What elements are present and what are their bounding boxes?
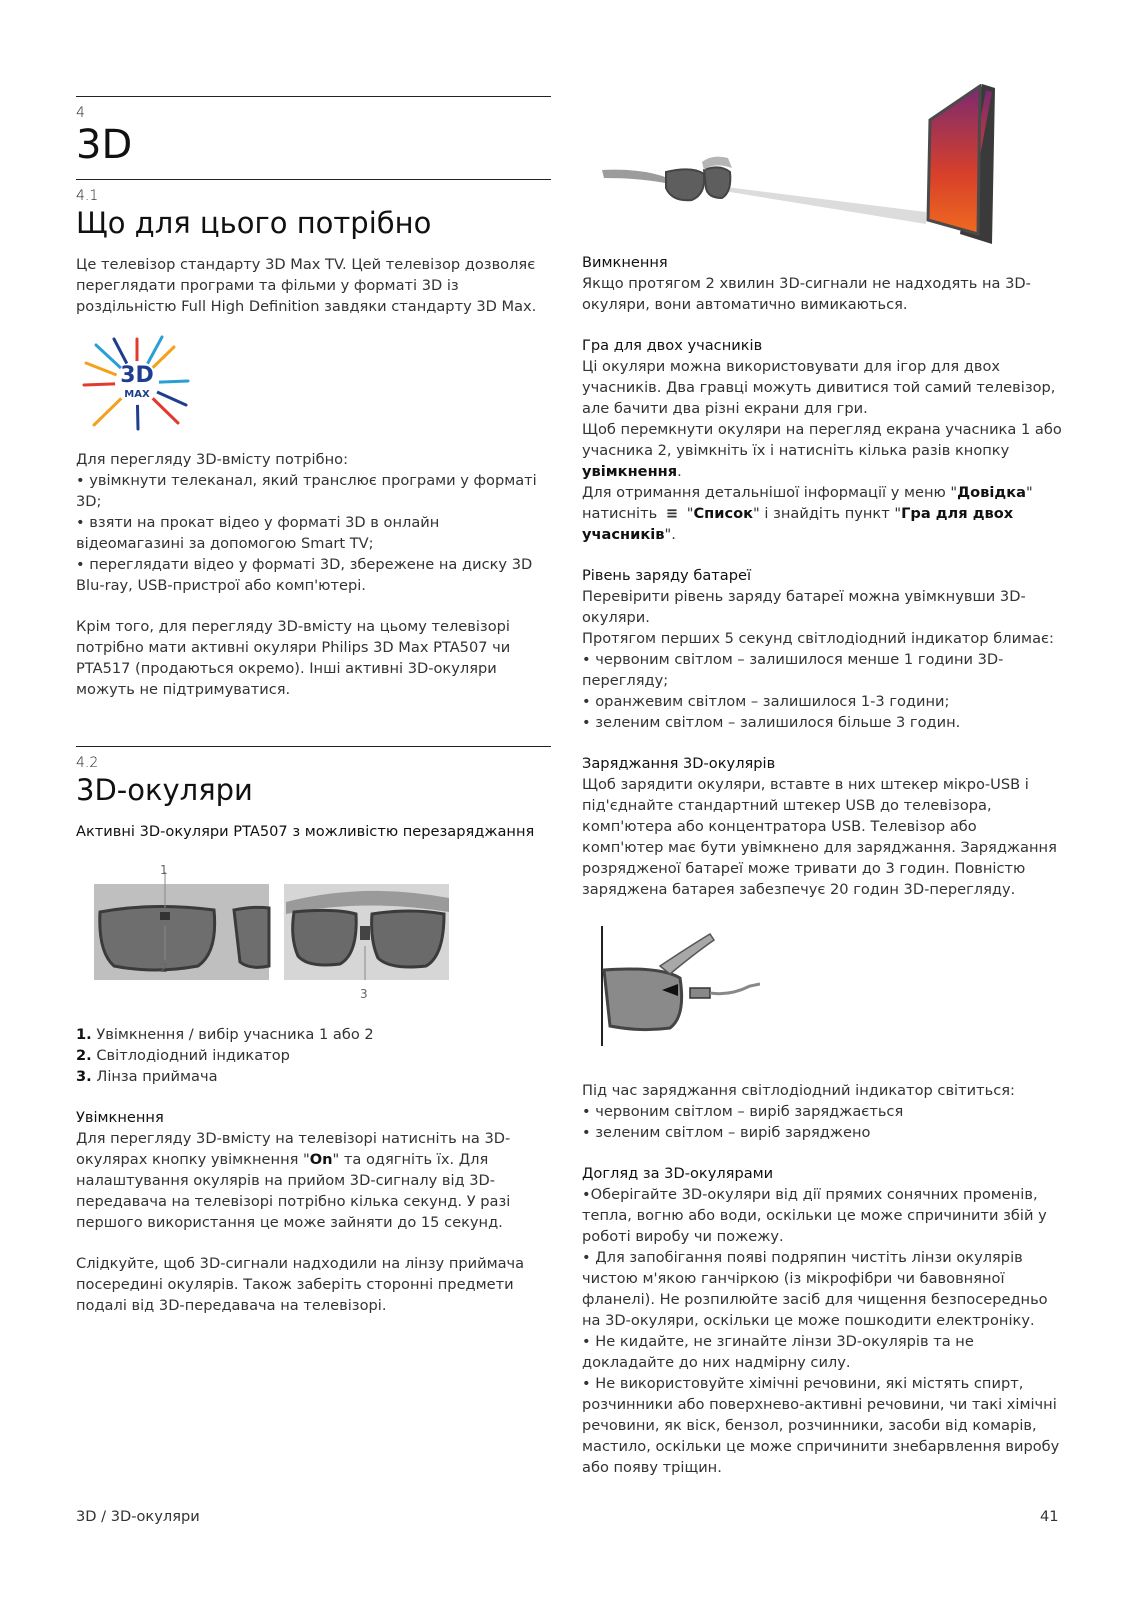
needs-item: • взяти на прокат відео у форматі 3D в онлайн відеомагазині за допомогою Smart TV;: [76, 514, 440, 552]
power-off-title: Вимкнення: [582, 254, 668, 271]
care-item: •Оберігайте 3D-окуляри від дії прямих сонячних променів, тепла, вогню або води, оскільки це може спричинити збій у роботі виробу чи пожежу.: [582, 1186, 1047, 1245]
chapter-number: 4: [76, 105, 85, 121]
chapter-rule: [76, 96, 551, 97]
section-number-4-2: 4.2: [76, 755, 99, 771]
glasses-illustration: [94, 862, 449, 1002]
battery-line: Протягом перших 5 секунд світлодіодний індикатор блимає:: [582, 630, 1054, 647]
footer-breadcrumb: 3D / 3D-окуляри: [76, 1508, 200, 1525]
two-player-help-text: Для отримання детальнішої інформації у меню "Довідка" натисніть ≡ "Список" і знайдіть пункт "Гра для двох учасників".: [582, 484, 1033, 543]
callout-3: 3: [360, 987, 368, 1001]
battery-line: • червоним світлом – залишилося менше 1 години 3D-перегляду;: [582, 651, 1004, 689]
glasses-subtitle: Активні 3D-окуляри PTA507 з можливістю перезаряджання: [76, 823, 535, 840]
charging-title: Заряджання 3D-окулярів: [582, 755, 776, 772]
intro-paragraph: Це телевізор стандарту 3D Max TV. Цей телевізор дозволяє переглядати програми та фільми у форматі 3D із роздільністю Full High Definition завдяки стандарту 3D Max.: [76, 256, 537, 315]
legend-item: 1. Увімкнення / вибір учасника 1 або 2: [76, 1026, 374, 1043]
section-rule-4-2: [76, 746, 551, 747]
right-column: [582, 96, 1062, 1478]
charging-status-line: • зеленим світлом – виріб заряджено: [582, 1124, 871, 1141]
section-rule-4-1: [76, 179, 551, 180]
section-number-4-1: 4.1: [76, 188, 99, 204]
two-player-title: Гра для двох учасників: [582, 337, 763, 354]
needs-item: • переглядати відео у форматі 3D, збережене на диску 3D Blu-ray, USB-пристрої або комп'ютері.: [76, 556, 533, 594]
battery-line: Перевірити рівень заряду батареї можна увімкнувши 3D-окуляри.: [582, 588, 1026, 626]
charging-status-line: Під час заряджання світлодіодний індикатор світиться:: [582, 1082, 1015, 1099]
legend-item: 3. Лінза приймача: [76, 1068, 218, 1085]
section-title-4-1: Що для цього потрібно: [76, 206, 432, 240]
care-item: • Не використовуйте хімічні речовини, які містять спирт, розчинники або поверхнево-активні речовини, чи такі хімічні речовини, як віск, бензол, розчинники, засоби від комарів, мастило, оскільки це може спричинити знебарвлення виробу або появу тріщин.: [582, 1375, 1060, 1476]
power-on-text: Для перегляду 3D-вмісту на телевізорі натисніть на 3D-окулярах кнопку увімкнення "On" та одягніть їх. Для налаштування окулярів на прийом 3D-сигналу від 3D-передавача на телевізорі потрібно кілька секунд. У разі першого використання це може зайняти до 15 секунд.: [76, 1130, 511, 1231]
3d-max-logo: [82, 335, 192, 431]
glasses-tv-illustration: [582, 84, 1002, 244]
battery-line: • оранжевим світлом – залишилося 1-3 години;: [582, 693, 950, 710]
charging-illustration: [600, 926, 760, 1046]
left-column: [76, 96, 551, 1316]
battery-line: • зеленим світлом – залишилося більше 3 годин.: [582, 714, 961, 731]
battery-title: Рівень заряду батареї: [582, 567, 752, 584]
power-off-text: Якщо протягом 2 хвилин 3D-сигнали не надходять на 3D-окуляри, вони автоматично вимикаються.: [582, 275, 1031, 313]
two-player-switch-text: Щоб перемкнути окуляри на перегляд екрана учасника 1 або учасника 2, увімкніть їх і натисніть кілька разів кнопку увімкнення.: [582, 421, 1062, 480]
signal-text: Слідкуйте, щоб 3D-сигнали надходили на лінзу приймача посередині окулярів. Також заберіть сторонні предмети подалі від 3D-передавача на телевізорі.: [76, 1255, 525, 1314]
logo-3d-text: 3D: [120, 363, 154, 388]
two-player-text: Ці окуляри можна використовувати для ігор для двох учасників. Два гравці можуть дивитися той самий телевізор, але бачити два різні екрани для гри.: [582, 358, 1056, 417]
callout-2: 2: [160, 961, 168, 975]
page-number: 41: [1040, 1508, 1059, 1525]
care-item: • Для запобігання появі подряпин чистіть лінзи окулярів чистою м'якою ганчіркою (із мікрофібри чи бавовняної фланелі). Не розпилюйте засіб для чищення безпосередньо на 3D-окуляри, оскільки це може пошкодити електроніку.: [582, 1249, 1048, 1329]
list-menu-icon: ≡: [665, 505, 679, 522]
care-item: • Не кидайте, не згинайте лінзи 3D-окулярів та не докладайте до них надмірну силу.: [582, 1333, 974, 1371]
power-on-title: Увімкнення: [76, 1109, 164, 1126]
needs-title: Для перегляду 3D-вмісту потрібно:: [76, 451, 348, 468]
care-title: Догляд за 3D-окулярами: [582, 1165, 774, 1182]
needs-item: • увімкнути телеканал, який транслює програми у форматі 3D;: [76, 472, 537, 510]
glasses-note: Крім того, для перегляду 3D-вмісту на цьому телевізорі потрібно мати активні окуляри Philips 3D Max PTA507 чи PTA517 (продаються окремо). Інші активні 3D-окуляри можуть не підтримуватися.: [76, 618, 511, 698]
section-title-4-2: 3D-окуляри: [76, 773, 253, 807]
legend-item: 2. Світлодіодний індикатор: [76, 1047, 290, 1064]
charging-text: Щоб зарядити окуляри, вставте в них штекер мікро-USB і під'єднайте стандартний штекер USB до телевізора, комп'ютера або концентратора USB. Телевізор або комп'ютер має бути увімкнено для заряджання. Заряджання розрядженої батареї може тривати до 3 годин. Повністю заряджена батарея забезпечує 20 годин 3D-перегляду.: [582, 776, 1057, 898]
callout-1: 1: [160, 863, 168, 877]
chapter-title: 3D: [76, 122, 133, 168]
charging-status-line: • червоним світлом – виріб заряджається: [582, 1103, 904, 1120]
svg-text:MAX: MAX: [124, 389, 150, 400]
